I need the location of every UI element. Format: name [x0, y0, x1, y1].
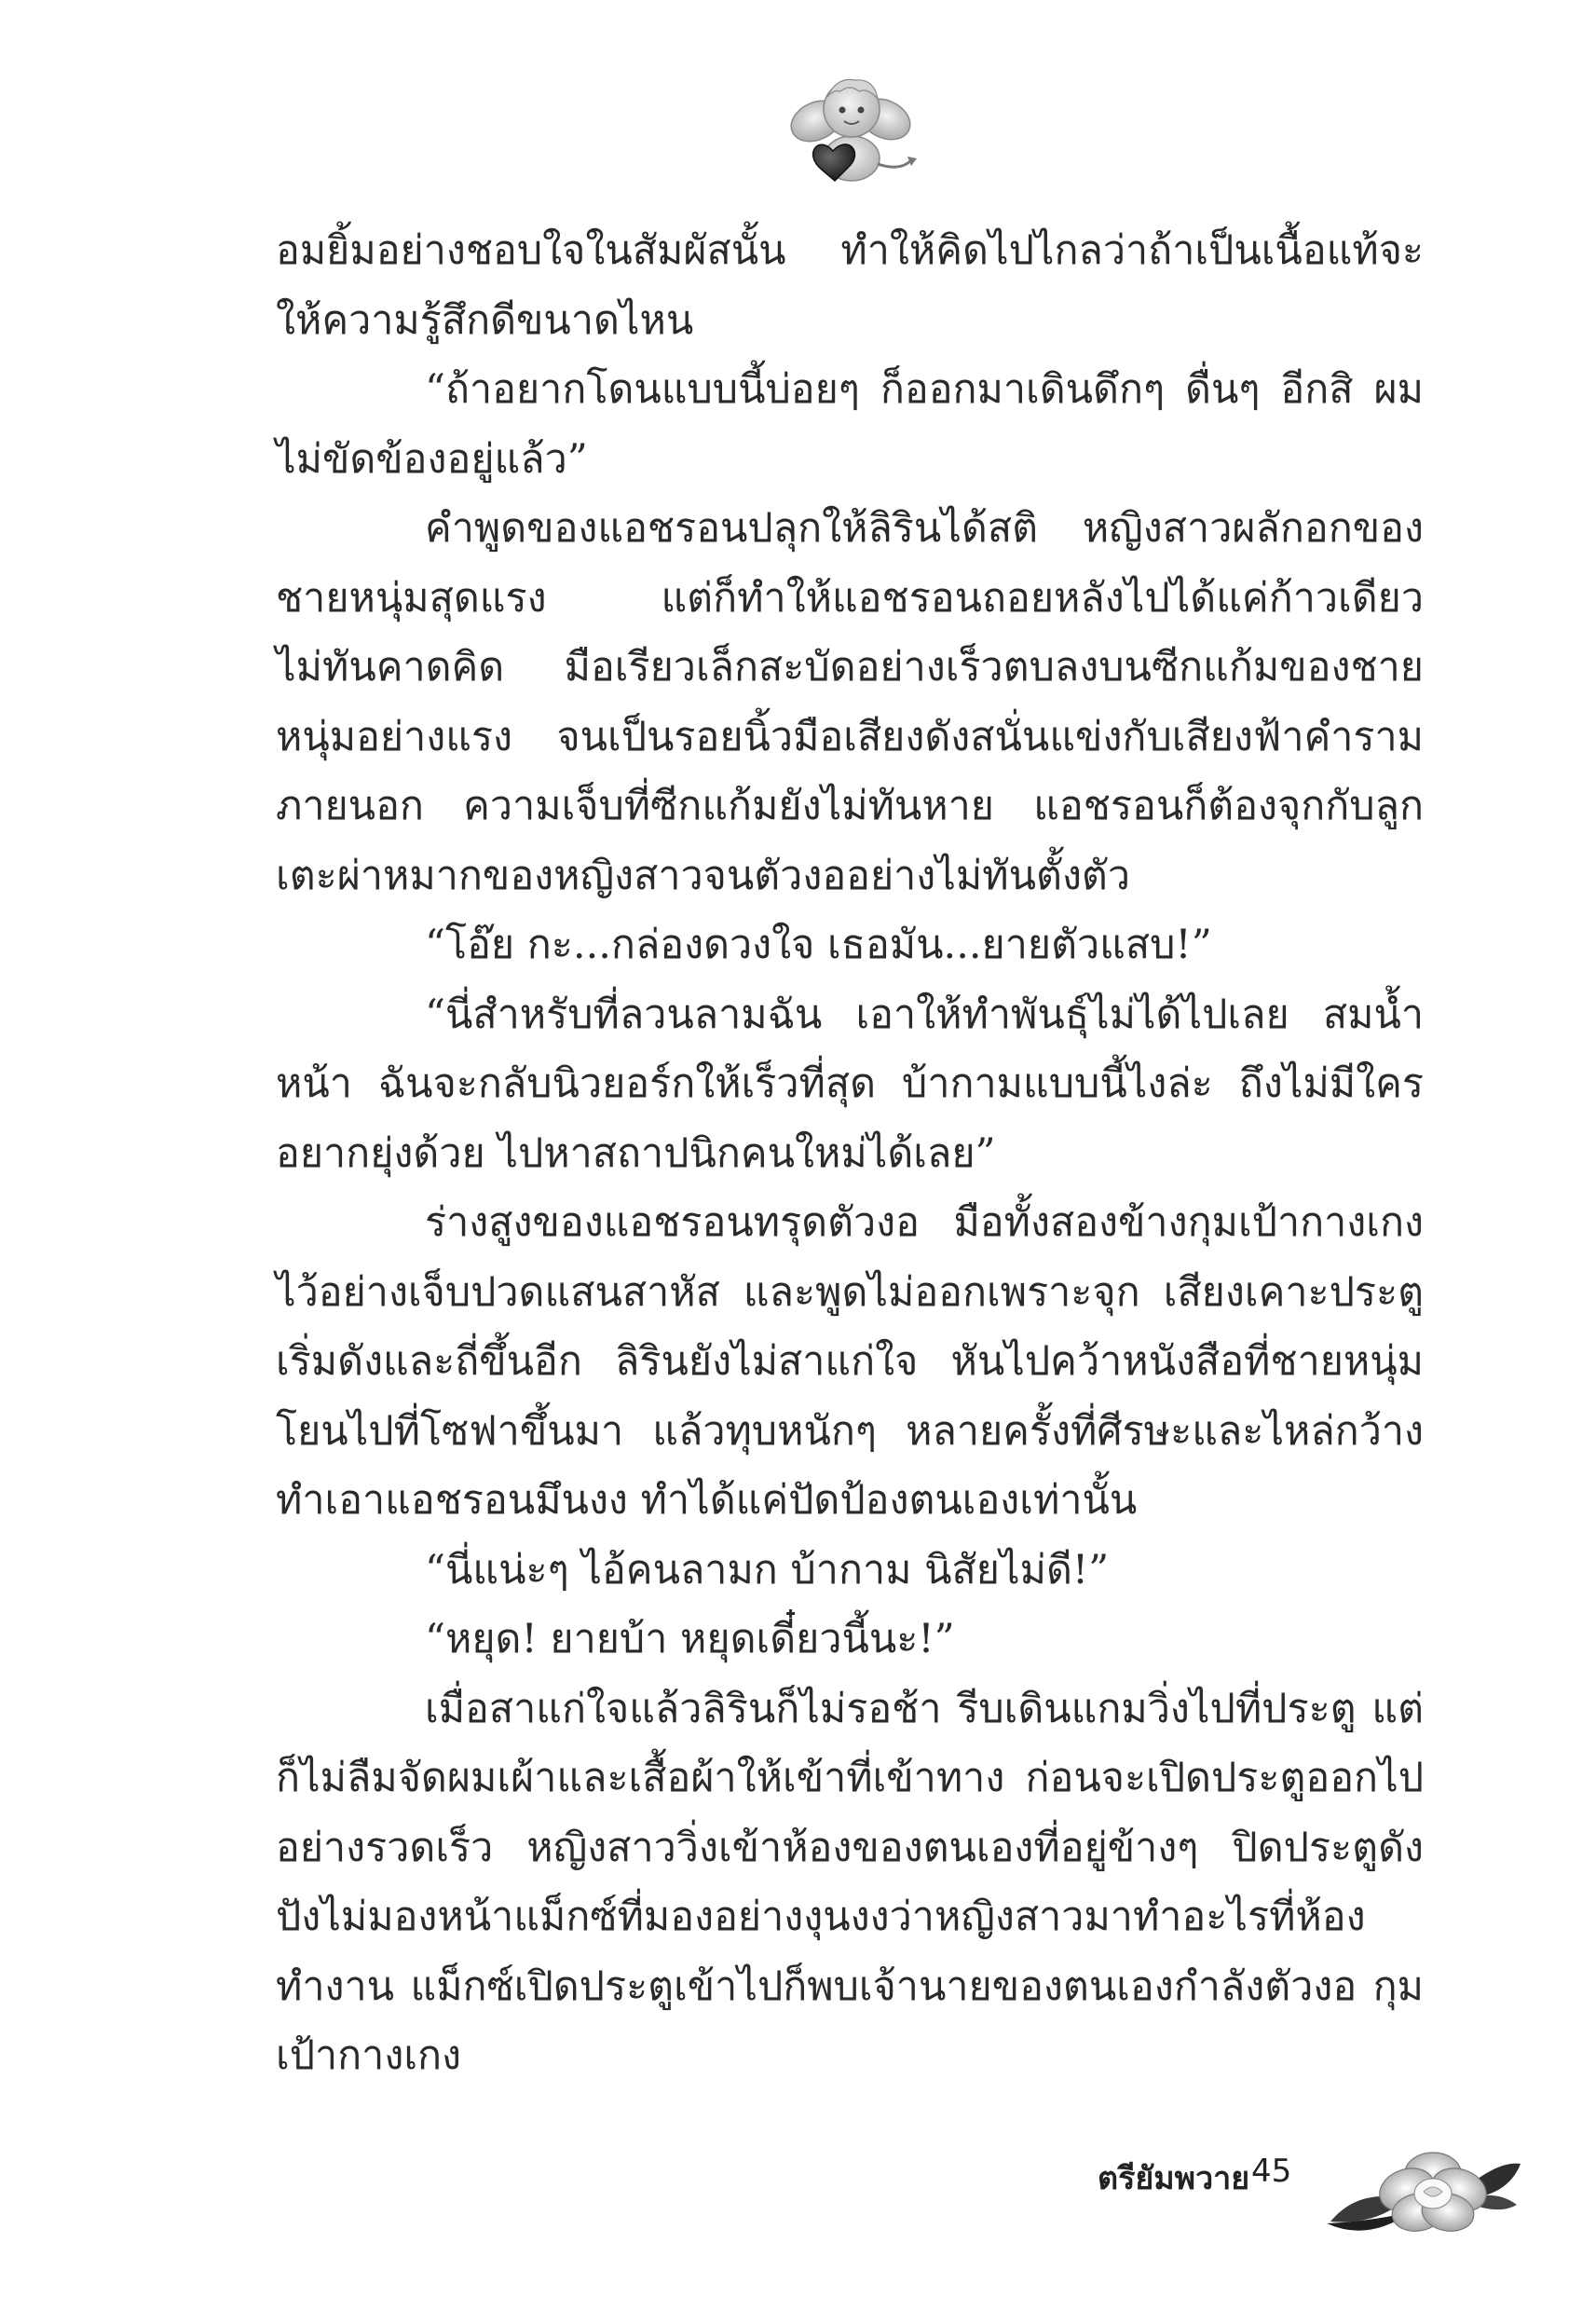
- paragraph: เมื่อสาแก่ใจแล้วลิรินก็ไม่รอช้า รีบเดินแกมวิ่งไปที่ประตู แต่ก็ไม่ลืมจัดผมเผ้าและเสื้อผ้าให้เข้าที่เข้าทาง ก่อนจะเปิดประตูออกไปอย่างรวดเร็ว หญิงสาววิ่งเข้าห้องของตนเองที่อยู่ข้างๆ ปิดประตูดังปังไม่มองหน้าแม็กซ์ที่มองอย่างงุนงงว่าหญิงสาวมาทำอะไรที่ห้องทำงาน แม็กซ์เปิดประตูเข้าไปก็พบเจ้านายของตนเองกำลังตัวงอ กุมเป้ากางเกง: [276, 1685, 1424, 2079]
- paragraph: “โอ๊ย กะ...กล่องดวงใจ เธอมัน...ยายตัวแสบ!”: [425, 922, 1212, 968]
- book-title: ตรียัมพวาย: [1098, 2160, 1250, 2197]
- paragraph: อมยิ้มอย่างชอบใจในสัมผัสนั้น ทำให้คิดไปไกลว่าถ้าเป็นเนื้อแท้จะให้ความรู้สึกดีขนาดไหน: [276, 227, 1424, 344]
- paragraph: “นี่สำหรับที่ลวนลามฉัน เอาให้ทำพันธุ์ไม่ได้ไปเลย สมน้ำหน้า ฉันจะกลับนิวยอร์กให้เร็วที่สุด บ้ากามแบบนี้ไงล่ะ ถึงไม่มีใครอยากยุ่งด้วย ไปหาสถาปนิกคนใหม่ได้เลย”: [276, 991, 1424, 1177]
- gardenia-flower-icon: [1321, 2132, 1526, 2244]
- paragraph: คำพูดของแอชรอนปลุกให้ลิรินได้สติ หญิงสาวผลักอกของชายหนุ่มสุดแรง แต่ก็ทำให้แอชรอนถอยหลังไปได้แค่ก้าวเดียว ไม่ทันคาดคิด มือเรียวเล็กสะบัดอย่างเร็วตบลงบนซีกแก้มของชายหนุ่มอย่างแรง จนเป็นรอยนิ้วมือเสียงดังสนั่นแข่งกับเสียงฟ้าคำรามภายนอก ความเจ็บที่ซีกแก้มยังไม่ทันหาย แอชรอนก็ต้องจุกกับลูกเตะผ่าหมากของหญิงสาวจนตัวงออย่างไม่ทันตั้งตัว: [276, 505, 1424, 899]
- story-text: [276, 216, 1424, 2091]
- paragraph: “ถ้าอยากโดนแบบนี้บ่อยๆ ก็ออกมาเดินดึกๆ ดื่นๆ อีกสิ ผมไม่ขัดข้องอยู่แล้ว”: [276, 366, 1424, 483]
- paragraph: “นี่แน่ะๆ ไอ้คนลามก บ้ากาม นิสัยไม่ดี!”: [425, 1546, 1110, 1593]
- cherub-with-heart-icon: [781, 67, 921, 188]
- paragraph: ร่างสูงของแอชรอนทรุดตัวงอ มือทั้งสองข้างกุมเป้ากางเกงไว้อย่างเจ็บปวดแสนสาหัส และพูดไม่ออกเพราะจุก เสียงเคาะประตูเริ่มดังและถี่ขึ้นอีก ลิรินยังไม่สาแก่ใจ หันไปคว้าหนังสือที่ชายหนุ่มโยนไปที่โซฟาขึ้นมา แล้วทุบหนักๆ หลายครั้งที่ศีรษะและไหล่กว้าง ทำเอาแอชรอนมึนงง ทำได้แค่ปัดป้องตนเองเท่านั้น: [276, 1199, 1424, 1524]
- page-footer: [1098, 2132, 1526, 2244]
- page-number: 45: [1251, 2153, 1292, 2190]
- paragraph: “หยุด! ยายบ้า หยุดเดี๋ยวนี้นะ!”: [425, 1616, 955, 1662]
